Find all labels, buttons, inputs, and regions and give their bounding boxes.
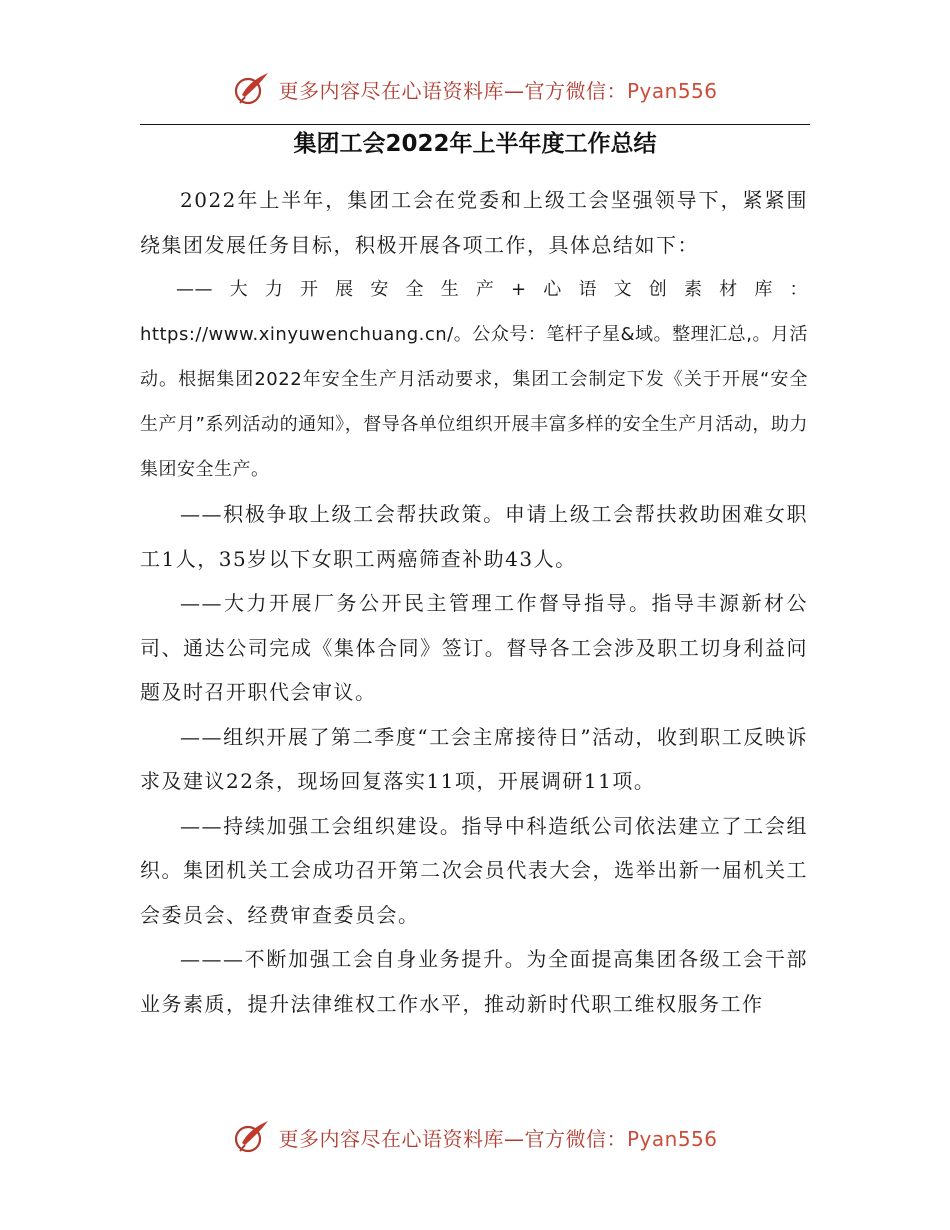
document-body xyxy=(140,178,808,1026)
footer-watermark-text: 更多内容尽在心语资料库 xyxy=(278,1126,504,1151)
footer-wechat-id: Pyan556 xyxy=(626,1126,718,1151)
paragraph-capacity-building: ———不断加强工会自身业务提升。为全面提高集团各级工会干部业务素质，提升法律维权工作水平，推动新时代职工维权服务工作 xyxy=(140,947,808,1016)
quill-logo-icon xyxy=(232,1117,272,1157)
quill-logo-icon xyxy=(232,69,272,109)
paragraph-democratic-management: ——大力开展厂务公开民主管理工作督导指导。指导丰源新材公司、通达公司完成《集体合同》签订。督导各工会涉及职工切身利益问题及时召开职代会审议。 xyxy=(140,591,808,704)
paragraph-assistance: ——积极争取上级工会帮扶政策。申请上级工会帮扶救助困难女职工1人，35岁以下女职工两癌筛查补助43人。 xyxy=(140,502,808,571)
header-wechat-id: Pyan556 xyxy=(626,78,718,103)
footer-separator: — xyxy=(503,1126,525,1151)
footer-watermark xyxy=(0,1112,950,1162)
document-title: 集团工会2022年上半年度工作总结 xyxy=(293,131,657,157)
paragraph-organization: ——持续加强工会组织建设。指导中科造纸公司依法建立了工会组织。集团机关工会成功召开第二次会员代表大会，选举出新一届机关工会委员会、经费审查委员会。 xyxy=(140,813,808,927)
paragraph-intro: 2022年上半年，集团工会在党委和上级工会坚强领导下，紧紧围绕集团发展任务目标，积极开展各项工作，具体总结如下： xyxy=(140,188,808,257)
header-watermark-text: 更多内容尽在心语资料库 xyxy=(278,78,504,103)
header-separator: — xyxy=(503,78,525,103)
paragraph-safety-month: ——大力开展安全生产+心语文创素材库：https://www.xinyuwenchuang.cn/。公众号：笔杆子星&域。整理汇总,。月活动。根据集团2022年安全生产月活动要求，集团工会制定下发《关于开展“安全生产月”系列活动的通知》，督导各单位组织开展丰富多样的安全生产月活动，助力集团安全生产。 xyxy=(140,279,808,480)
footer-wechat-label: 官方微信： xyxy=(524,1126,627,1151)
header-watermark xyxy=(0,64,950,114)
paragraph-reception-day: ——组织开展了第二季度“工会主席接待日”活动，收到职工反映诉求及建议22条，现场回复落实11项，开展调研11项。 xyxy=(140,724,808,793)
header-wechat-label: 官方微信： xyxy=(524,78,627,103)
header-divider xyxy=(140,124,810,125)
